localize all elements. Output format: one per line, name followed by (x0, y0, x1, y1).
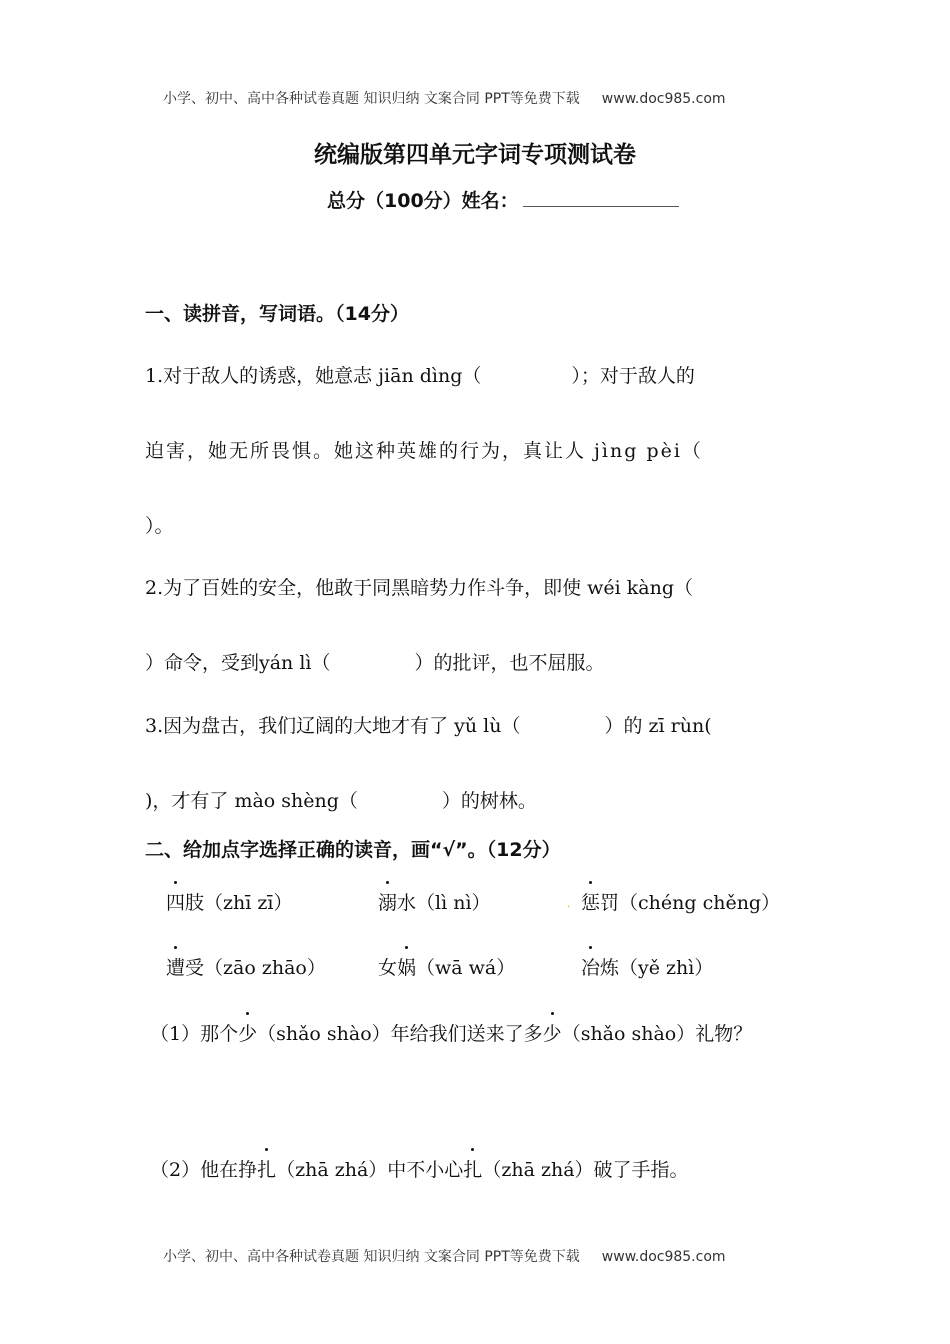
word-item (378, 953, 515, 980)
q3-text-b: ）的 zī rùn( (604, 715, 712, 737)
sentence-text: （shǎo shào）礼物？ (561, 1023, 753, 1045)
word-item (166, 953, 326, 980)
sentence-text: （shǎo shào）年给我们送来了多 (257, 1023, 543, 1045)
section1-heading: 一、读拼音，写词语。（14分） (145, 303, 409, 325)
word-rest: 水（lì nì） (397, 892, 491, 914)
stray-mark: . (567, 899, 571, 910)
q2-text-a: ）命令，受到yán lì（ (145, 652, 331, 674)
word-rest: （wā wá） (416, 957, 516, 979)
q2-line1: 2.为了百姓的安全，他敢于同黑暗势力作斗争，即使 wéi kàng（ (145, 577, 694, 599)
word-rest: 受（zāo zhāo） (185, 957, 326, 979)
sentence-2 (150, 1155, 689, 1182)
word-item (166, 888, 292, 915)
q3-line2 (145, 786, 537, 813)
word-rest: 罚（chéng chěng） (600, 892, 781, 914)
header-text: 小学、初中、高中各种试卷真题 知识归纳 文案合同 PPT等免费下载 (163, 91, 580, 107)
q2-text-b: ）的批评，也不屈服。 (414, 652, 605, 674)
q3-text-a: 3.因为盘古，我们辽阔的大地才有了 yǔ lù（ (145, 715, 521, 737)
word-item (581, 888, 780, 915)
sentence-text: （2）他在挣 (150, 1159, 258, 1181)
word-rest: 肢（zhī zī） (185, 892, 293, 914)
q1-text-a: 1.对于敌人的诱惑，她意志 jiān dìng（ (145, 365, 482, 387)
q3-text-d: ）的树林。 (441, 790, 537, 812)
q3-text-c: )，才有了 mào shèng（ (145, 790, 358, 812)
q1-line3 (145, 511, 174, 538)
dotted-char: 四 (166, 888, 185, 915)
score-name-line (327, 186, 679, 213)
dotted-char: 娲 (397, 953, 416, 980)
q3-line1 (145, 711, 712, 738)
dotted-char: 惩 (581, 888, 600, 915)
dotted-char: 扎 (257, 1155, 276, 1182)
sentence-1 (150, 1019, 752, 1046)
word-rest: 炼（yě zhì） (600, 957, 714, 979)
dotted-char: 冶 (581, 953, 600, 980)
sentence-text: （zhā zhá）破了手指。 (482, 1159, 689, 1181)
page-title: 统编版第四单元字词专项测试卷 (314, 142, 636, 168)
header-url[interactable]: www.doc985.com (601, 91, 726, 107)
q1-text-b: ）；对于敌人的 (571, 365, 695, 387)
word-item (581, 953, 713, 980)
page-footer (163, 1246, 726, 1266)
dotted-char: 遭 (166, 953, 185, 980)
name-blank[interactable] (523, 188, 679, 207)
sentence-text: （zhā zhá）中不小心 (276, 1159, 464, 1181)
sentence-text: （1）那个 (150, 1023, 239, 1045)
dotted-char: 溺 (378, 888, 397, 915)
section2-heading: 二、给加点字选择正确的读音，画“√”。（12分） (145, 839, 561, 861)
dotted-char: 少 (543, 1019, 562, 1046)
word-item (378, 888, 491, 915)
dotted-char: 少 (238, 1019, 257, 1046)
word-prefix: 女 (378, 957, 398, 979)
dotted-char: 扎 (463, 1155, 482, 1182)
page-header (163, 88, 726, 108)
score-label: 总分（100分）姓名： (327, 190, 519, 212)
q1-line2: 迫害，她无所畏惧。她这种英雄的行为，真让人 jìng pèi（ (145, 440, 703, 462)
q1-line1 (145, 361, 695, 388)
q1-text-c: ）。 (145, 515, 174, 537)
footer-text: 小学、初中、高中各种试卷真题 知识归纳 文案合同 PPT等免费下载 (163, 1249, 580, 1265)
q2-line2 (145, 648, 605, 675)
footer-url[interactable]: www.doc985.com (601, 1249, 726, 1265)
